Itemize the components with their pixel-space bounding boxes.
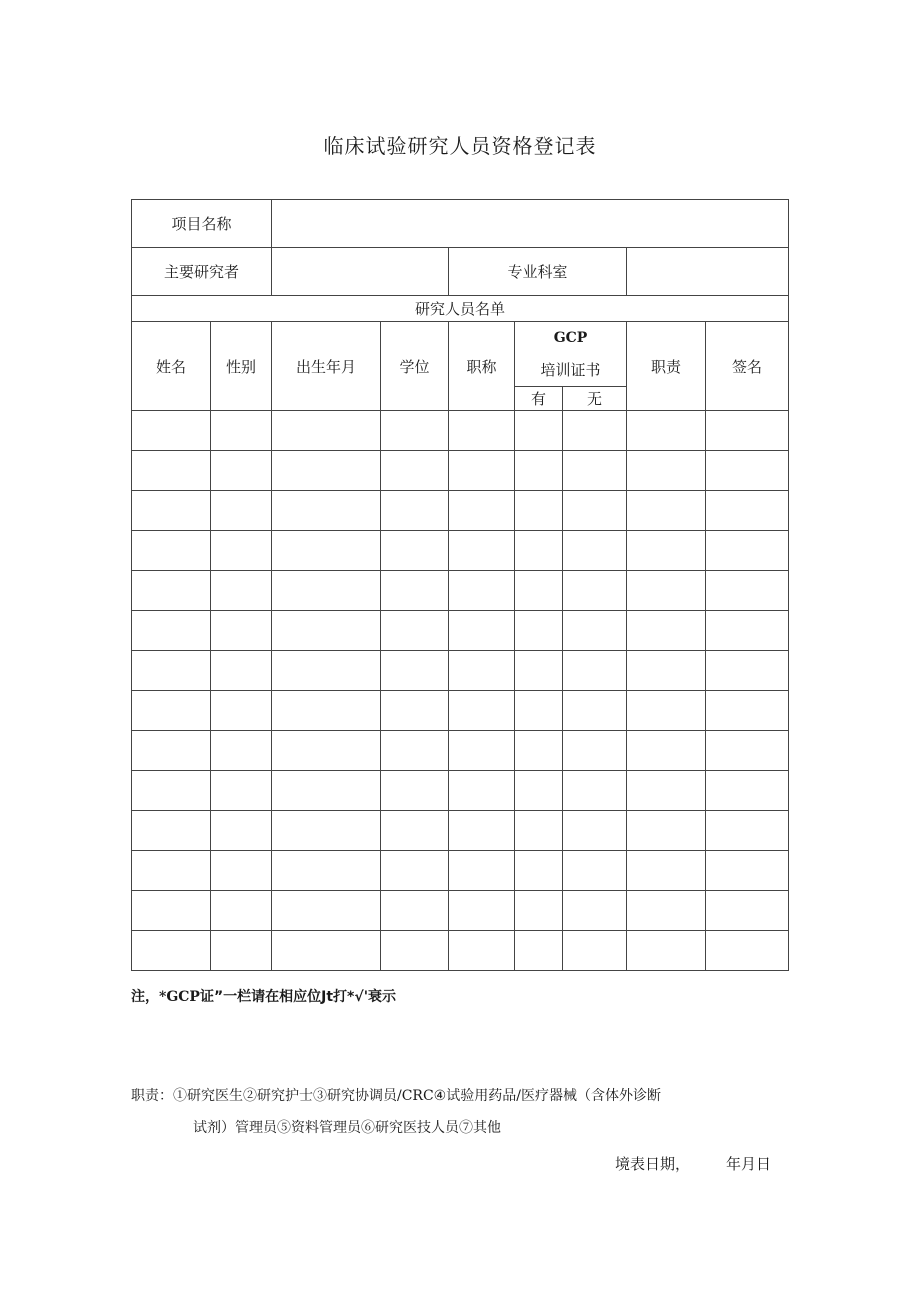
cell-name[interactable] <box>132 571 211 611</box>
cell-gender[interactable] <box>211 651 272 691</box>
cell-gender[interactable] <box>211 771 272 811</box>
pi-row <box>132 248 789 296</box>
duties-legend <box>131 1080 791 1144</box>
cell-degree[interactable] <box>381 691 449 731</box>
cell-degree[interactable] <box>381 491 449 531</box>
cell-gcp-no[interactable] <box>563 651 627 691</box>
cell-gcp-no[interactable] <box>563 851 627 891</box>
cell-name[interactable] <box>132 731 211 771</box>
dept-label: 专业科室 <box>449 248 627 296</box>
duties-line-2: 试剂）管理员⑤资料管理员⑥研究医技人员⑦其他 <box>193 1120 501 1136</box>
cell-birth[interactable] <box>272 851 381 891</box>
cell-signature[interactable] <box>706 731 789 771</box>
column-header-row <box>132 322 789 387</box>
cell-gcp-yes[interactable] <box>515 891 563 931</box>
cell-signature[interactable] <box>706 611 789 651</box>
cell-title[interactable] <box>449 571 515 611</box>
cell-gcp-yes[interactable] <box>515 411 563 451</box>
dept-field[interactable] <box>627 248 789 296</box>
cell-signature[interactable] <box>706 771 789 811</box>
cell-gcp-no[interactable] <box>563 531 627 571</box>
gcp-note <box>131 986 396 1006</box>
cell-gcp-no[interactable] <box>563 451 627 491</box>
duties-line-1: 职责：①研究医生②研究护士③研究协调员/CRC④试验用药品/医疗器械（含体外诊断 <box>131 1088 661 1104</box>
cell-degree[interactable] <box>381 571 449 611</box>
staff-list-title-row <box>132 296 789 322</box>
gcp-suffix: 培训证书 <box>540 361 601 379</box>
cell-signature[interactable] <box>706 451 789 491</box>
col-header-gcp-yes: 有 <box>515 387 563 411</box>
cell-title[interactable] <box>449 731 515 771</box>
cell-gender[interactable] <box>211 811 272 851</box>
cell-gcp-no[interactable] <box>563 611 627 651</box>
cell-gcp-yes[interactable] <box>515 611 563 651</box>
cell-gcp-no[interactable] <box>563 891 627 931</box>
cell-gender[interactable] <box>211 851 272 891</box>
cell-birth[interactable] <box>272 571 381 611</box>
cell-degree[interactable] <box>381 411 449 451</box>
cell-gcp-yes[interactable] <box>515 811 563 851</box>
col-header-degree: 学位 <box>381 322 449 411</box>
cell-signature[interactable] <box>706 931 789 971</box>
cell-gender[interactable] <box>211 891 272 931</box>
cell-title[interactable] <box>449 931 515 971</box>
fill-date-ymd: 年月日 <box>726 1155 772 1173</box>
cell-degree[interactable] <box>381 811 449 851</box>
cell-title[interactable] <box>449 891 515 931</box>
cell-birth[interactable] <box>272 451 381 491</box>
cell-duty[interactable] <box>627 451 706 491</box>
cell-gcp-yes[interactable] <box>515 531 563 571</box>
table-row <box>132 651 789 691</box>
cell-gcp-yes[interactable] <box>515 771 563 811</box>
table-row <box>132 491 789 531</box>
cell-degree[interactable] <box>381 851 449 891</box>
cell-birth[interactable] <box>272 651 381 691</box>
cell-gcp-yes[interactable] <box>515 851 563 891</box>
cell-duty[interactable] <box>627 571 706 611</box>
cell-signature[interactable] <box>706 811 789 851</box>
col-header-gcp <box>515 322 627 387</box>
cell-degree[interactable] <box>381 771 449 811</box>
cell-gcp-yes[interactable] <box>515 491 563 531</box>
fill-date <box>615 1153 771 1174</box>
table-row <box>132 771 789 811</box>
cell-gender[interactable] <box>211 571 272 611</box>
cell-duty[interactable] <box>627 771 706 811</box>
cell-signature[interactable] <box>706 651 789 691</box>
cell-name[interactable] <box>132 931 211 971</box>
cell-degree[interactable] <box>381 531 449 571</box>
table-row <box>132 531 789 571</box>
cell-title[interactable] <box>449 411 515 451</box>
page-title: 临床试验研究人员资格登记表 <box>323 134 597 158</box>
cell-gender[interactable] <box>211 491 272 531</box>
project-row <box>132 200 789 248</box>
project-name-field[interactable] <box>272 200 789 248</box>
cell-gcp-no[interactable] <box>563 811 627 851</box>
cell-degree[interactable] <box>381 451 449 491</box>
table-row <box>132 691 789 731</box>
cell-title[interactable] <box>449 531 515 571</box>
table-row <box>132 811 789 851</box>
cell-duty[interactable] <box>627 651 706 691</box>
cell-title[interactable] <box>449 611 515 651</box>
cell-degree[interactable] <box>381 651 449 691</box>
cell-name[interactable] <box>132 451 211 491</box>
cell-name[interactable] <box>132 771 211 811</box>
cell-name[interactable] <box>132 891 211 931</box>
project-name-label: 项目名称 <box>132 200 272 248</box>
cell-title[interactable] <box>449 651 515 691</box>
cell-name[interactable] <box>132 491 211 531</box>
cell-signature[interactable] <box>706 571 789 611</box>
col-header-gender: 性别 <box>211 322 272 411</box>
cell-signature[interactable] <box>706 891 789 931</box>
col-header-name: 姓名 <box>132 322 211 411</box>
cell-gcp-no[interactable] <box>563 411 627 451</box>
cell-title[interactable] <box>449 691 515 731</box>
cell-duty[interactable] <box>627 531 706 571</box>
cell-gcp-yes[interactable] <box>515 451 563 491</box>
cell-gender[interactable] <box>211 691 272 731</box>
cell-gcp-yes[interactable] <box>515 571 563 611</box>
col-header-birth: 出生年月 <box>272 322 381 411</box>
cell-name[interactable] <box>132 611 211 651</box>
cell-duty[interactable] <box>627 731 706 771</box>
col-header-duty: 职责 <box>627 322 706 411</box>
cell-signature[interactable] <box>706 851 789 891</box>
table-row <box>132 451 789 491</box>
cell-birth[interactable] <box>272 931 381 971</box>
cell-name[interactable] <box>132 411 211 451</box>
cell-birth[interactable] <box>272 771 381 811</box>
cell-degree[interactable] <box>381 891 449 931</box>
staff-list-title: 研究人员名单 <box>132 296 789 322</box>
table-row <box>132 571 789 611</box>
table-row <box>132 851 789 891</box>
cell-gcp-no[interactable] <box>563 731 627 771</box>
col-header-gcp-no: 无 <box>563 387 627 411</box>
cell-signature[interactable] <box>706 491 789 531</box>
cell-birth[interactable] <box>272 891 381 931</box>
cell-duty[interactable] <box>627 931 706 971</box>
cell-gcp-yes[interactable] <box>515 691 563 731</box>
cell-birth[interactable] <box>272 731 381 771</box>
cell-birth[interactable] <box>272 531 381 571</box>
cell-birth[interactable] <box>272 611 381 651</box>
cell-gender[interactable] <box>211 611 272 651</box>
cell-gcp-no[interactable] <box>563 571 627 611</box>
cell-degree[interactable] <box>381 931 449 971</box>
cell-degree[interactable] <box>381 731 449 771</box>
cell-birth[interactable] <box>272 491 381 531</box>
cell-degree[interactable] <box>381 611 449 651</box>
cell-duty[interactable] <box>627 491 706 531</box>
cell-gender[interactable] <box>211 531 272 571</box>
table-row <box>132 731 789 771</box>
col-header-title: 职称 <box>449 322 515 411</box>
cell-gcp-yes[interactable] <box>515 931 563 971</box>
cell-gender[interactable] <box>211 411 272 451</box>
registration-table <box>131 199 789 971</box>
cell-duty[interactable] <box>627 691 706 731</box>
cell-signature[interactable] <box>706 411 789 451</box>
pi-field[interactable] <box>272 248 449 296</box>
cell-gcp-no[interactable] <box>563 931 627 971</box>
table-row <box>132 411 789 451</box>
cell-title[interactable] <box>449 491 515 531</box>
cell-name[interactable] <box>132 531 211 571</box>
cell-duty[interactable] <box>627 851 706 891</box>
cell-gcp-no[interactable] <box>563 771 627 811</box>
cell-duty[interactable] <box>627 411 706 451</box>
cell-title[interactable] <box>449 771 515 811</box>
cell-gender[interactable] <box>211 451 272 491</box>
cell-gcp-no[interactable] <box>563 691 627 731</box>
cell-gcp-yes[interactable] <box>515 731 563 771</box>
cell-title[interactable] <box>449 851 515 891</box>
cell-birth[interactable] <box>272 411 381 451</box>
gcp-prefix: GCP <box>553 330 588 346</box>
cell-gender[interactable] <box>211 731 272 771</box>
cell-birth[interactable] <box>272 811 381 851</box>
note-prefix: 注， <box>131 989 159 1005</box>
cell-title[interactable] <box>449 451 515 491</box>
cell-gender[interactable] <box>211 931 272 971</box>
cell-name[interactable] <box>132 811 211 851</box>
cell-name[interactable] <box>132 851 211 891</box>
cell-gcp-yes[interactable] <box>515 651 563 691</box>
table-row <box>132 891 789 931</box>
cell-signature[interactable] <box>706 531 789 571</box>
cell-duty[interactable] <box>627 891 706 931</box>
cell-duty[interactable] <box>627 611 706 651</box>
cell-title[interactable] <box>449 811 515 851</box>
cell-gcp-no[interactable] <box>563 491 627 531</box>
cell-birth[interactable] <box>272 691 381 731</box>
col-header-signature: 签名 <box>706 322 789 411</box>
note-text: 证”一栏请在相应位Jt打*√'衰示 <box>199 989 397 1005</box>
cell-signature[interactable] <box>706 691 789 731</box>
pi-label: 主要研究者 <box>132 248 272 296</box>
note-gcp: *GCP <box>159 989 200 1005</box>
fill-date-label: 境表日期， <box>615 1155 691 1173</box>
cell-duty[interactable] <box>627 811 706 851</box>
table-row <box>132 931 789 971</box>
cell-name[interactable] <box>132 651 211 691</box>
table-row <box>132 611 789 651</box>
cell-name[interactable] <box>132 691 211 731</box>
